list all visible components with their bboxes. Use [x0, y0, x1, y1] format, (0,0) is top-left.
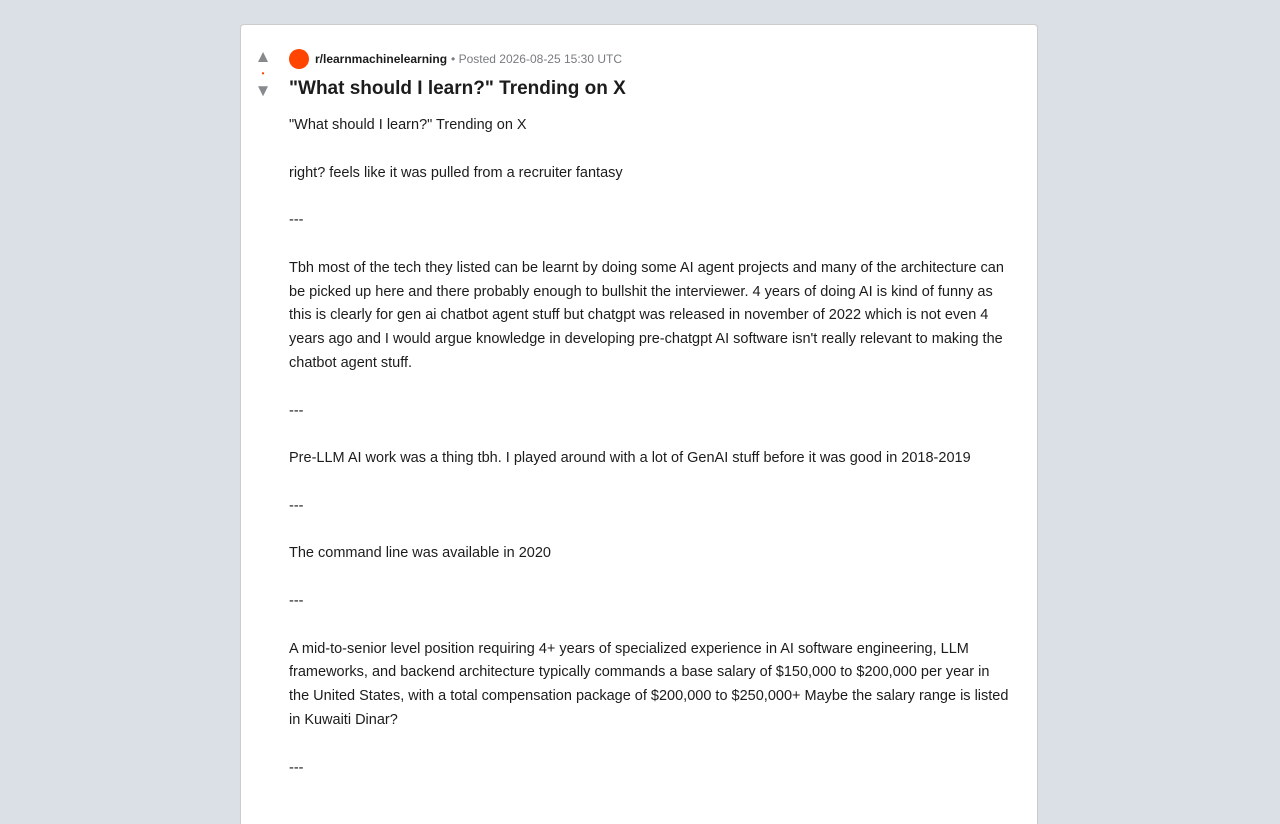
body-paragraph: Pre-LLM AI work was a thing tbh. I played around with a lot of GenAI stuff before it was good in 2018-2019: [289, 450, 971, 467]
body-paragraph: A mid-to-senior level position requiring 4+ years of specialized experience in AI software engineering, LLM frameworks, and backend architecture typically commands a base salary of $150,000 to $200,000 per year in the United States, with a total compensation package of $200,000 to $250,000+ Maybe the salary range is listed in Kuwaiti Dinar?: [289, 640, 1009, 728]
body-divider: ---: [289, 497, 304, 514]
post-card: [240, 24, 1038, 824]
body-paragraph: "What should I learn?" Trending on X: [289, 117, 527, 133]
body-paragraph: The command line was available in 2020: [289, 545, 551, 562]
body-divider: ---: [289, 592, 304, 609]
subreddit-link[interactable]: r/learnmachinelearning: [315, 52, 448, 66]
subreddit-avatar-icon[interactable]: [289, 49, 309, 69]
upvote-arrow-icon[interactable]: ▲: [254, 47, 272, 66]
body-divider: ---: [289, 212, 304, 229]
post-content: [289, 49, 1009, 804]
post-body: [289, 114, 1009, 780]
body-divider: ---: [289, 402, 304, 419]
vote-score: •: [261, 69, 265, 78]
post-timestamp: • Posted 2026-08-25 15:30 UTC: [451, 52, 623, 66]
post-meta: [289, 49, 1009, 69]
body-paragraph: Tbh most of the tech they listed can be learnt by doing some AI agent projects and many of the architecture can be picked up here and there probably enough to bullshit the interviewer. 4 years of doing AI is kind of funny as this is clearly for gen ai chatbot agent stuff but chatgpt was released in november of 2022 which is not even 4 years ago and I would argue knowledge in developing pre-chatgpt AI software isn't really relevant to making the chatbot agent stuff.: [289, 259, 1004, 371]
body-divider: ---: [289, 759, 304, 776]
post-title[interactable]: "What should I learn?" Trending on X: [289, 78, 626, 99]
vote-column: [249, 47, 277, 101]
downvote-arrow-icon[interactable]: ▼: [254, 81, 272, 100]
body-paragraph: right? feels like it was pulled from a recruiter fantasy: [289, 164, 623, 181]
